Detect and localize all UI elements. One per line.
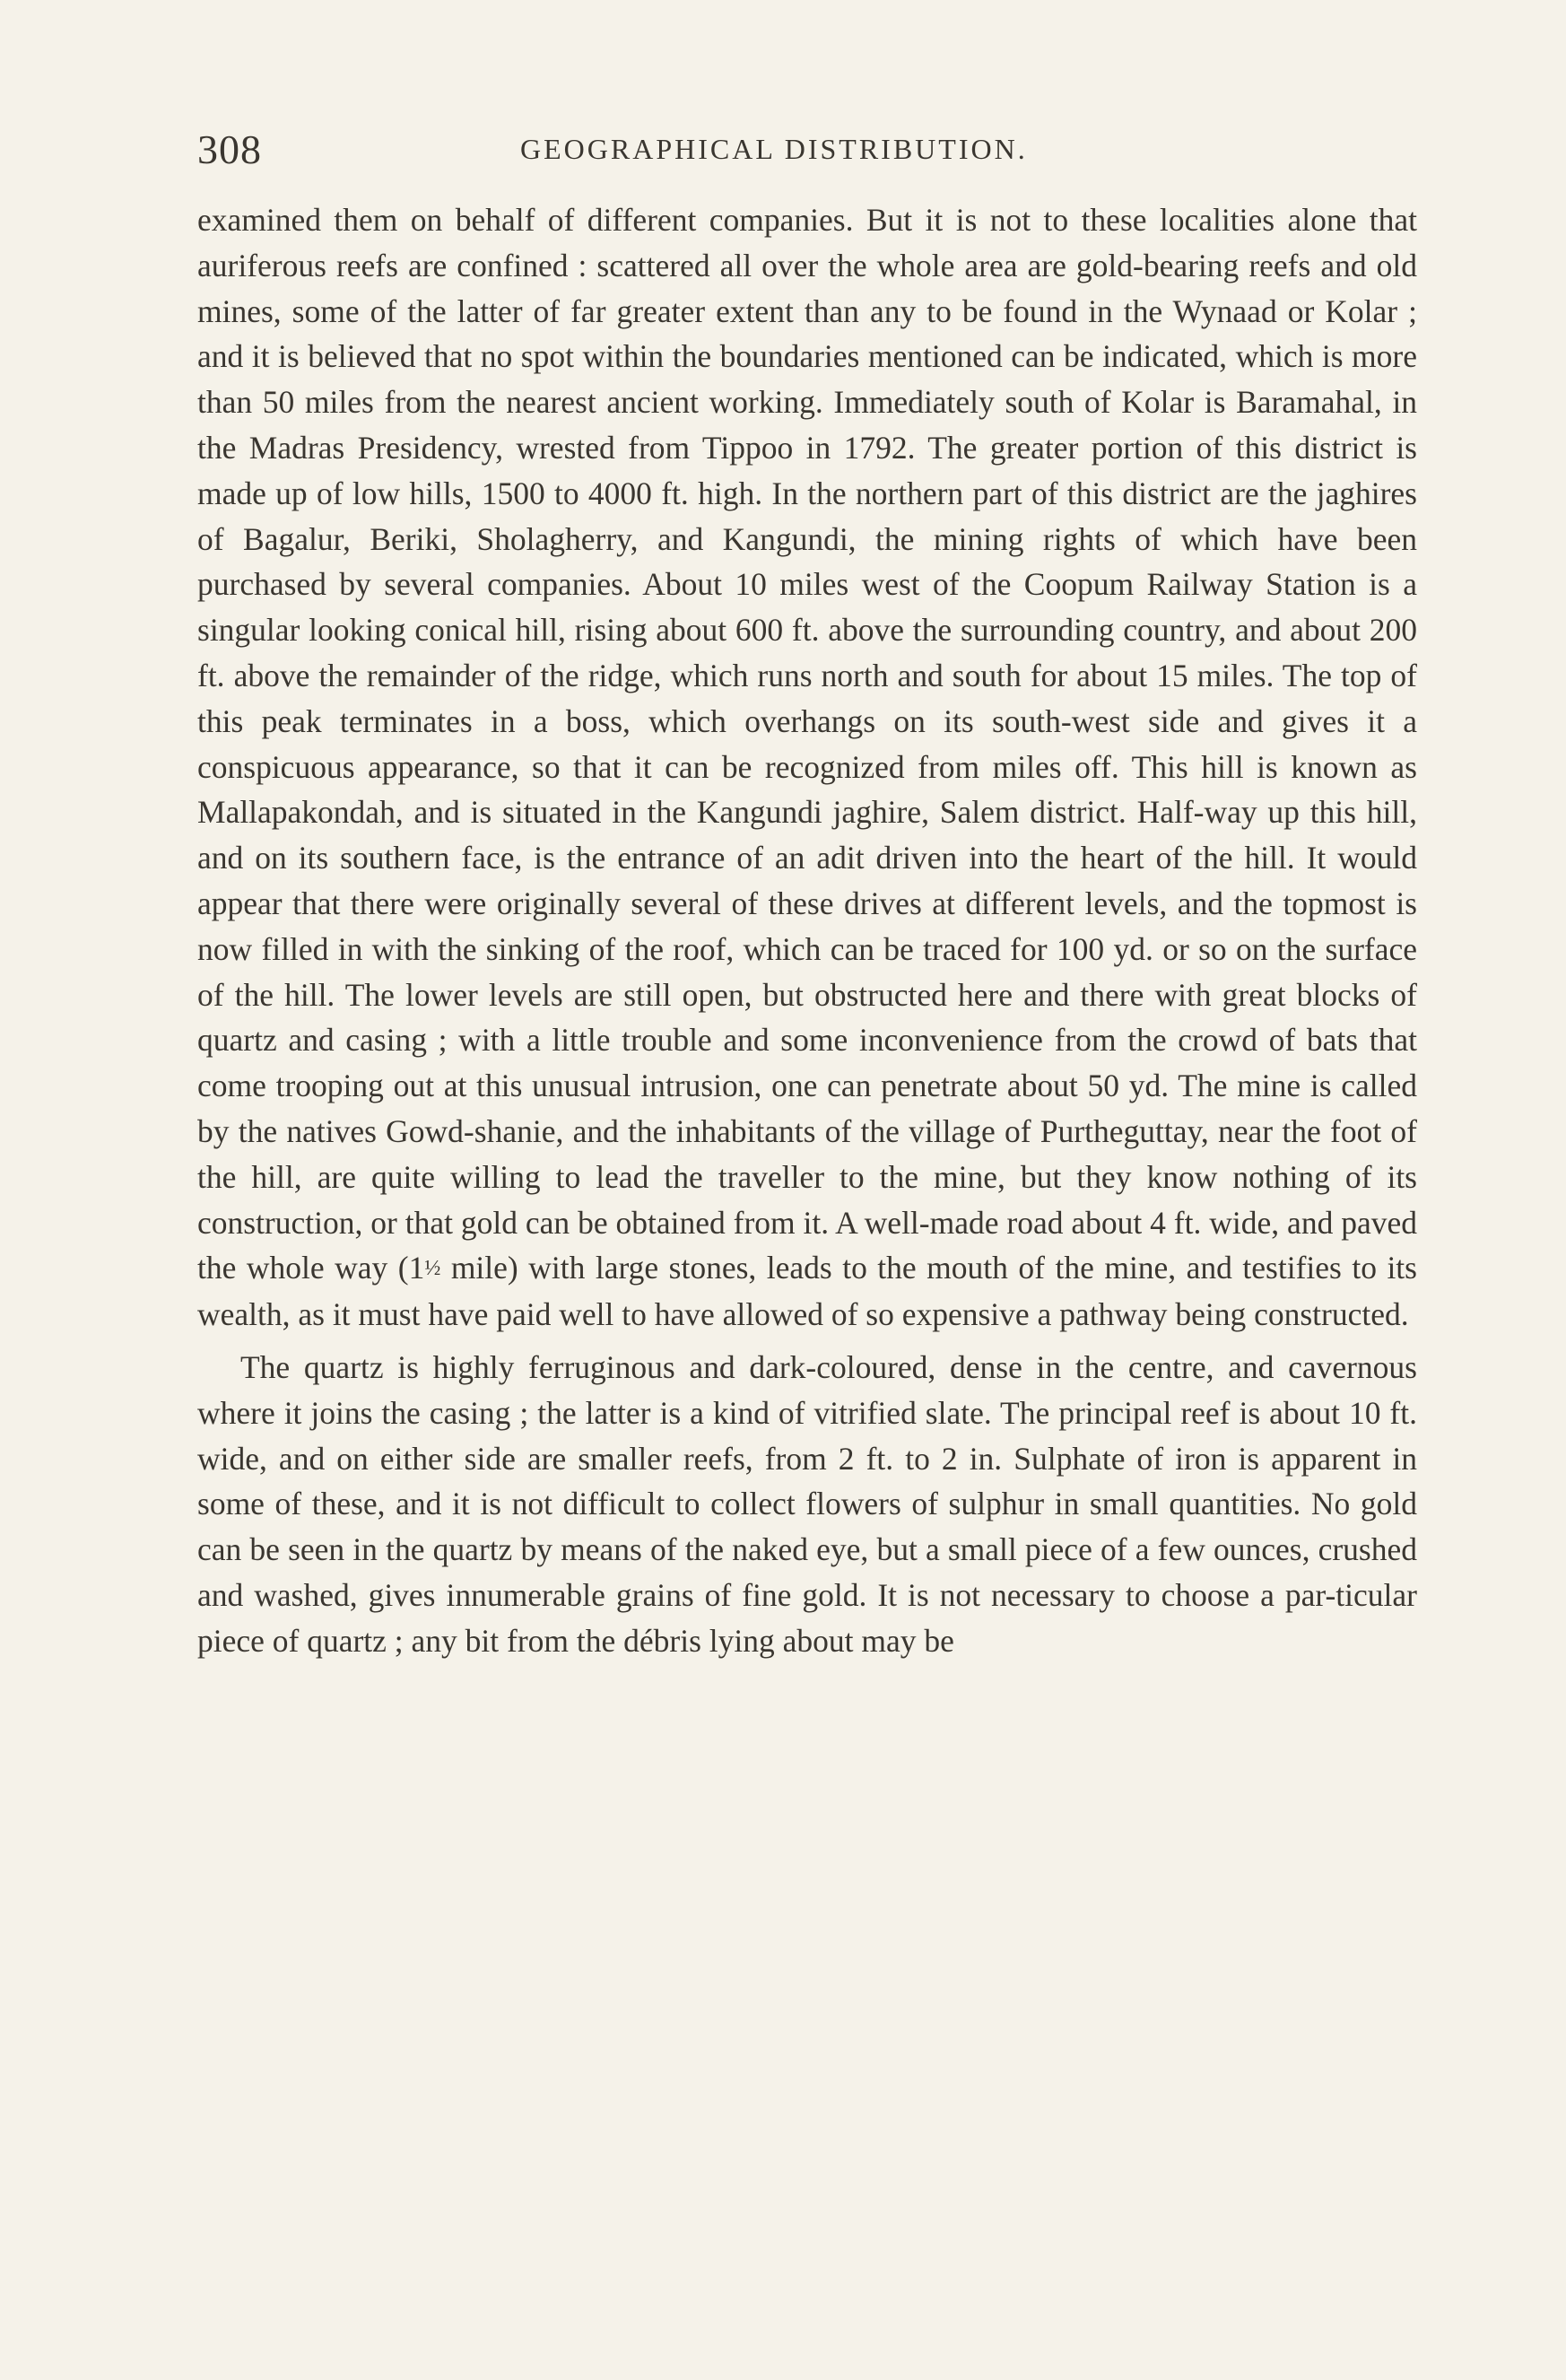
paragraph-text: mile) with large stones, leads to the mouth of the mine, and testifies to its wealth, as it must have paid well to have allowed of so expensive a pathway being constructed. xyxy=(197,1250,1417,1333)
body-text xyxy=(197,197,1417,1664)
paragraph: The quartz is highly ferruginous and dark-coloured, dense in the centre, and cavernous where it joins the casing ; the latter is a kind of vitrified slate. The principal reef is about 10 ft. wide, and on either side are smaller reefs, from 2 ft. to 2 in. Sulphate of iron is apparent in some of these, and it is not difficult to collect flowers of sulphur in small quantities. No gold can be seen in the quartz by means of the naked eye, but a small piece of a few ounces, crushed and washed, gives innumerable grains of fine gold. It is not necessary to choose a par-ticular piece of quartz ; any bit from the débris lying about may be xyxy=(197,1348,1417,1659)
running-title: GEOGRAPHICAL DISTRIBUTION. xyxy=(520,133,1028,165)
running-head xyxy=(197,126,1417,179)
paragraph xyxy=(197,197,1417,1338)
fraction: ½ xyxy=(424,1257,441,1281)
paragraph-text: examined them on behalf of different companies. But it is not to these localities alone that auriferous reefs are confined : scattered all over the whole area are gold-bearing reefs and old mines, some of the latter of far greater extent than any to be found in the Wynaad or Kolar ; and it is believed that no spot within the boundaries mentioned can be indicated, which is more than 50 miles from the nearest ancient working. Immediately south of Kolar is Baramahal, in the Madras Presidency, wrested from Tippoo in 1792. The greater portion of this district is made up of low hills, 1500 to 4000 ft. high. In the northern part of this district are the jaghires of Bagalur, Beriki, Sholagherry, and Kangundi, the mining rights of which have been purchased by several companies. About 10 miles west of the Coopum Railway Station is a singular looking conical hill, rising about 600 ft. above the surrounding country, and about 200 ft. above the remainder of the ridge, which runs north and south for about 15 miles. The top of this peak terminates in a boss, which overhangs on its south-west side and gives it a conspicuous appearance, so that it can be recognized from miles off. This hill is known as Mallapakondah, and is situated in the Kangundi jaghire, Salem district. Half-way up this hill, and on its southern face, is the entrance of an adit driven into the heart of the hill. It would appear that there were originally several of these drives at different levels, and the topmost is now filled in with the sinking of the roof, which can be traced for 100 yd. or so on the surface of the hill. The lower levels are still open, but obstructed here and there with great blocks of quartz and casing ; with a little trouble and some inconvenience from the crowd of bats that come trooping out at this unusual intrusion, one can penetrate about 50 yd. The mine is called by the natives Gowd-shanie, and the inhabitants of the village of Purtheguttay, near the foot of the hill, are quite willing to lead the traveller to the mine, but they know nothing of its construction, or that gold can be obtained from it. A well-made road about 4 ft. wide, and paved the whole way (1 xyxy=(197,202,1417,1286)
page-number: 308 xyxy=(197,126,262,172)
